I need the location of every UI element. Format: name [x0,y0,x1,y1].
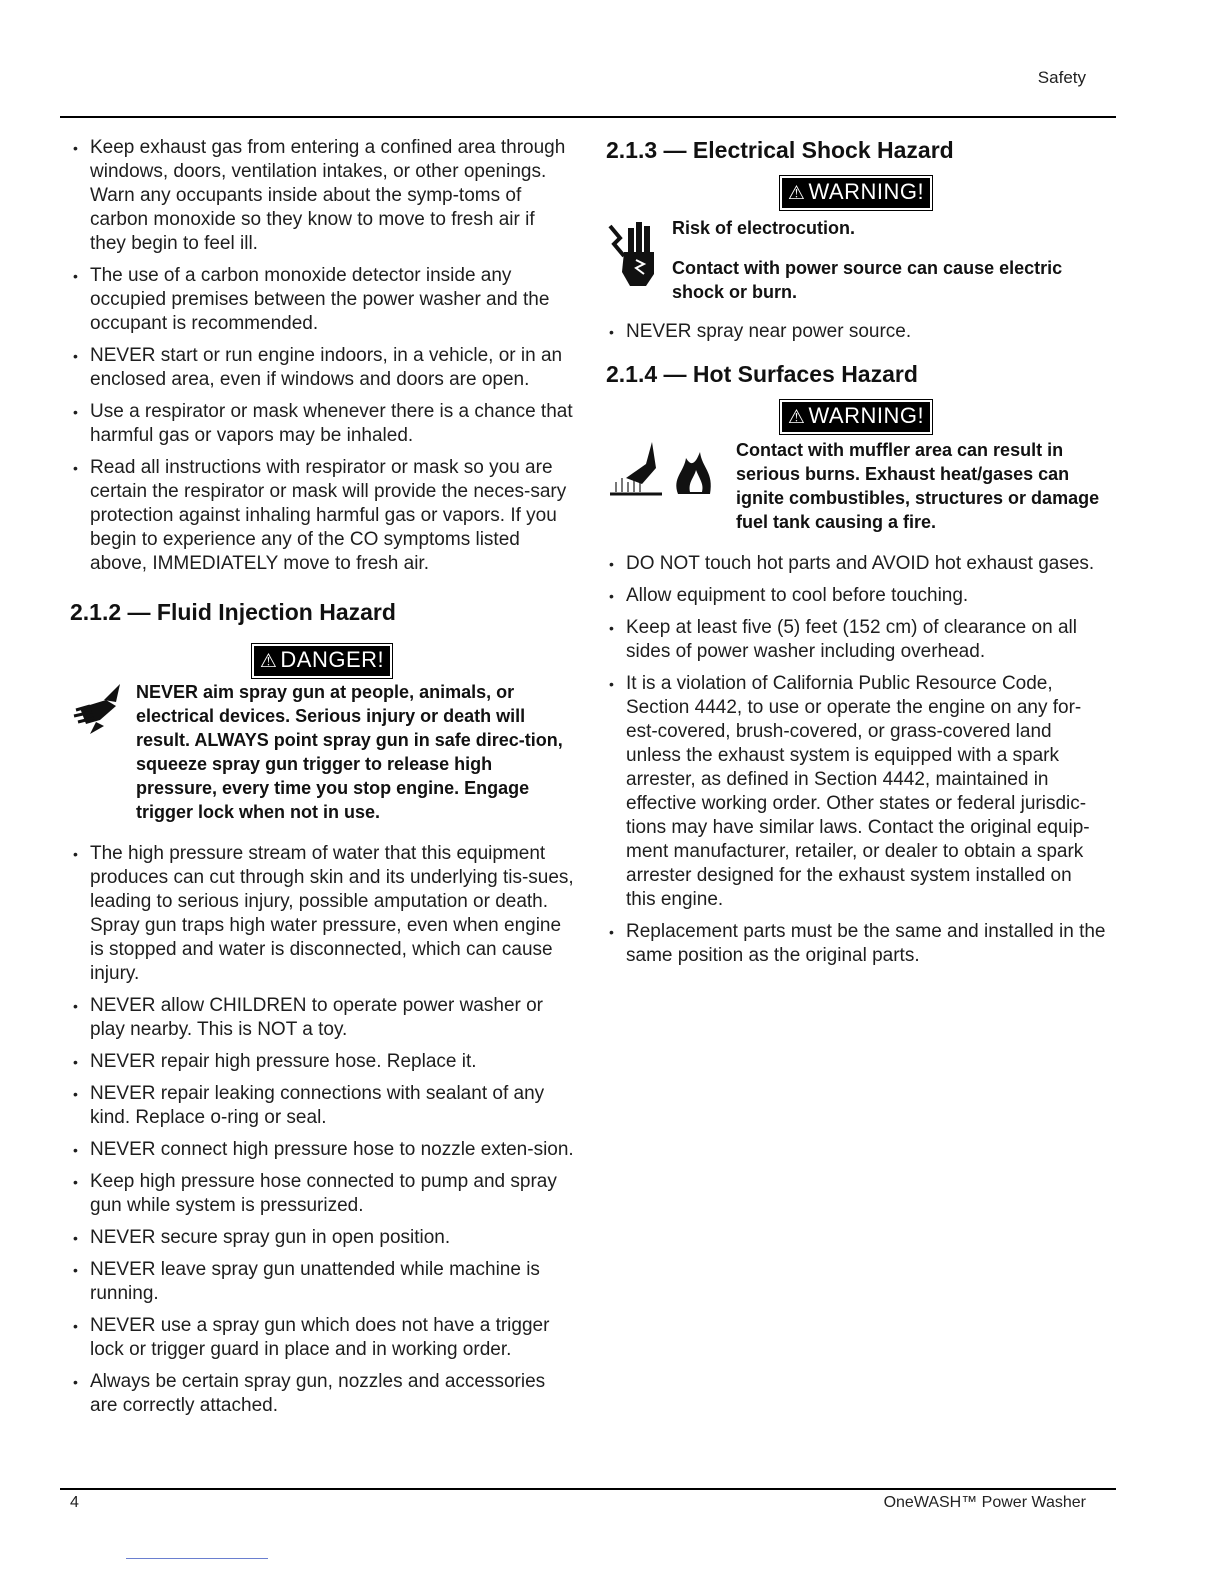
list-item: • Use a respirator or mask whenever there is a chance that harmful gas or vapors may be inhaled. [70,400,574,448]
electrical-shock-heading: 2.1.3 — Electrical Shock Hazard [606,137,954,163]
list-item: • The use of a carbon monoxide detector inside any occupied premises between the power washer and the occupant is recommended. [70,264,574,336]
hot-warning-label: WARNING! [808,403,925,428]
alert-triangle-icon: ⚠ [259,651,278,672]
spray-injection-icon [70,680,136,745]
footer-product-name: OneWASH™ Power Washer [883,1494,1086,1511]
hot-badge-wrap [606,402,1106,432]
list-item: • Always be certain spray gun, nozzles and accessories are correctly attached. [70,1370,574,1418]
electrical-warning-text: Contact with power source can cause electric shock or burn. [672,258,1063,302]
list-item: • NEVER spray near power source. [606,320,1106,344]
electrical-warning-title: Risk of electrocution. [672,218,856,238]
electrical-warning-label: WARNING! [808,179,925,204]
danger-badge-label: DANGER! [280,647,385,672]
fluid-bullet-list [70,842,574,1418]
fluid-injection-heading: 2.1.2 — Fluid Injection Hazard [70,599,396,625]
list-item: • NEVER repair high pressure hose. Replace it. [70,1050,574,1074]
running-header: Safety [1037,68,1086,87]
list-item: • NEVER use a spray gun which does not have a trigger lock or trigger guard in place and in working order. [70,1314,574,1362]
left-column [70,136,574,1426]
list-item: • NEVER secure spray gun in open position. [70,1226,574,1250]
list-item: • NEVER leave spray gun unattended while machine is running. [70,1258,574,1306]
electrical-badge-wrap [606,178,1106,208]
list-item: • Keep exhaust gas from entering a confined area through windows, doors, ventilation intakes, or other openings. Warn any occupants inside about the symp-toms of carbon monoxide so they know to move to fresh air if they begin to feel ill. [70,136,574,256]
list-item: • It is a violation of California Public Resource Code, Section 4442, to use or operate the engine on any for-est-covered, brush-covered, or grass-covered land unless the exhaust system is equipped with a spark arrester, as defined in Section 4442, maintained in effective working order. Other states or federal jurisdic-tions may have similar laws. Contact the original equip-ment manufacturer, retailer, or dealer to obtain a spark arrester designed for the exhaust system installed on this engine. [606,672,1106,912]
scan-artifact-line [126,1558,268,1559]
list-item: • NEVER connect high pressure hose to nozzle exten-sion. [70,1138,574,1162]
fluid-warning-block [70,680,574,824]
footer-rule [60,1488,1116,1490]
header-rule [60,116,1116,118]
alert-triangle-icon: ⚠ [787,407,806,428]
electrical-warning-block [606,216,1106,304]
fluid-warning-text-wrap [136,680,568,824]
electrical-warning-text-wrap [672,216,1106,304]
list-item: • DO NOT touch hot parts and AVOID hot exhaust gases. [606,552,1106,576]
list-item: • Allow equipment to cool before touching. [606,584,1106,608]
hot-warning-text-wrap [736,438,1106,534]
list-item: • The high pressure stream of water that this equipment produces can cut through skin and its underlying tis-sues, leading to serious injury, possible amputation or death. Spray gun traps high water pressure, even when engine is stopped and water is disconnected, which can cause injury. [70,842,574,986]
hot-surfaces-heading: 2.1.4 — Hot Surfaces Hazard [606,361,918,387]
danger-badge [254,646,390,676]
hot-surface-fire-icon [606,438,736,513]
list-item: • Keep at least five (5) feet (152 cm) of clearance on all sides of power washer including overhead. [606,616,1106,664]
electrical-warning-badge [782,178,930,208]
danger-badge-wrap [70,646,574,676]
list-item: • NEVER allow CHILDREN to operate power washer or play nearby. This is NOT a toy. [70,994,574,1042]
hot-warning-block [606,438,1106,534]
list-item: • NEVER start or run engine indoors, in a vehicle, or in an enclosed area, even if windows and doors are open. [70,344,574,392]
co-bullet-list [70,136,574,576]
list-item: • NEVER repair leaking connections with sealant of any kind. Replace o-ring or seal. [70,1082,574,1130]
electrocution-hand-icon [606,216,672,295]
electrical-bullet-list [606,320,1106,344]
hot-bullet-list [606,552,1106,968]
right-column [606,136,1106,976]
fluid-warning-text: NEVER aim spray gun at people, animals, or electrical devices. Serious injury or death will result. ALWAYS point spray gun in safe direc-tion, squeeze spray gun trigger to release high pressure, every time you stop engine. Engage trigger lock when not in use. [136,682,563,822]
hot-warning-badge [782,402,930,432]
list-item: • Read all instructions with respirator or mask so you are certain the respirator or mask will provide the neces-sary protection against inhaling harmful gas or vapors. If you begin to experience any of the CO symptoms listed above, IMMEDIATELY move to fresh air. [70,456,574,576]
page-number: 4 [70,1494,79,1511]
list-item: • Replacement parts must be the same and installed in the same position as the original parts. [606,920,1106,968]
list-item: • Keep high pressure hose connected to pump and spray gun while system is pressurized. [70,1170,574,1218]
alert-triangle-icon: ⚠ [787,183,806,204]
hot-warning-text: Contact with muffler area can result in serious burns. Exhaust heat/gases can ignite combustibles, structures or damage fuel tank causing a fire. [736,440,1100,532]
